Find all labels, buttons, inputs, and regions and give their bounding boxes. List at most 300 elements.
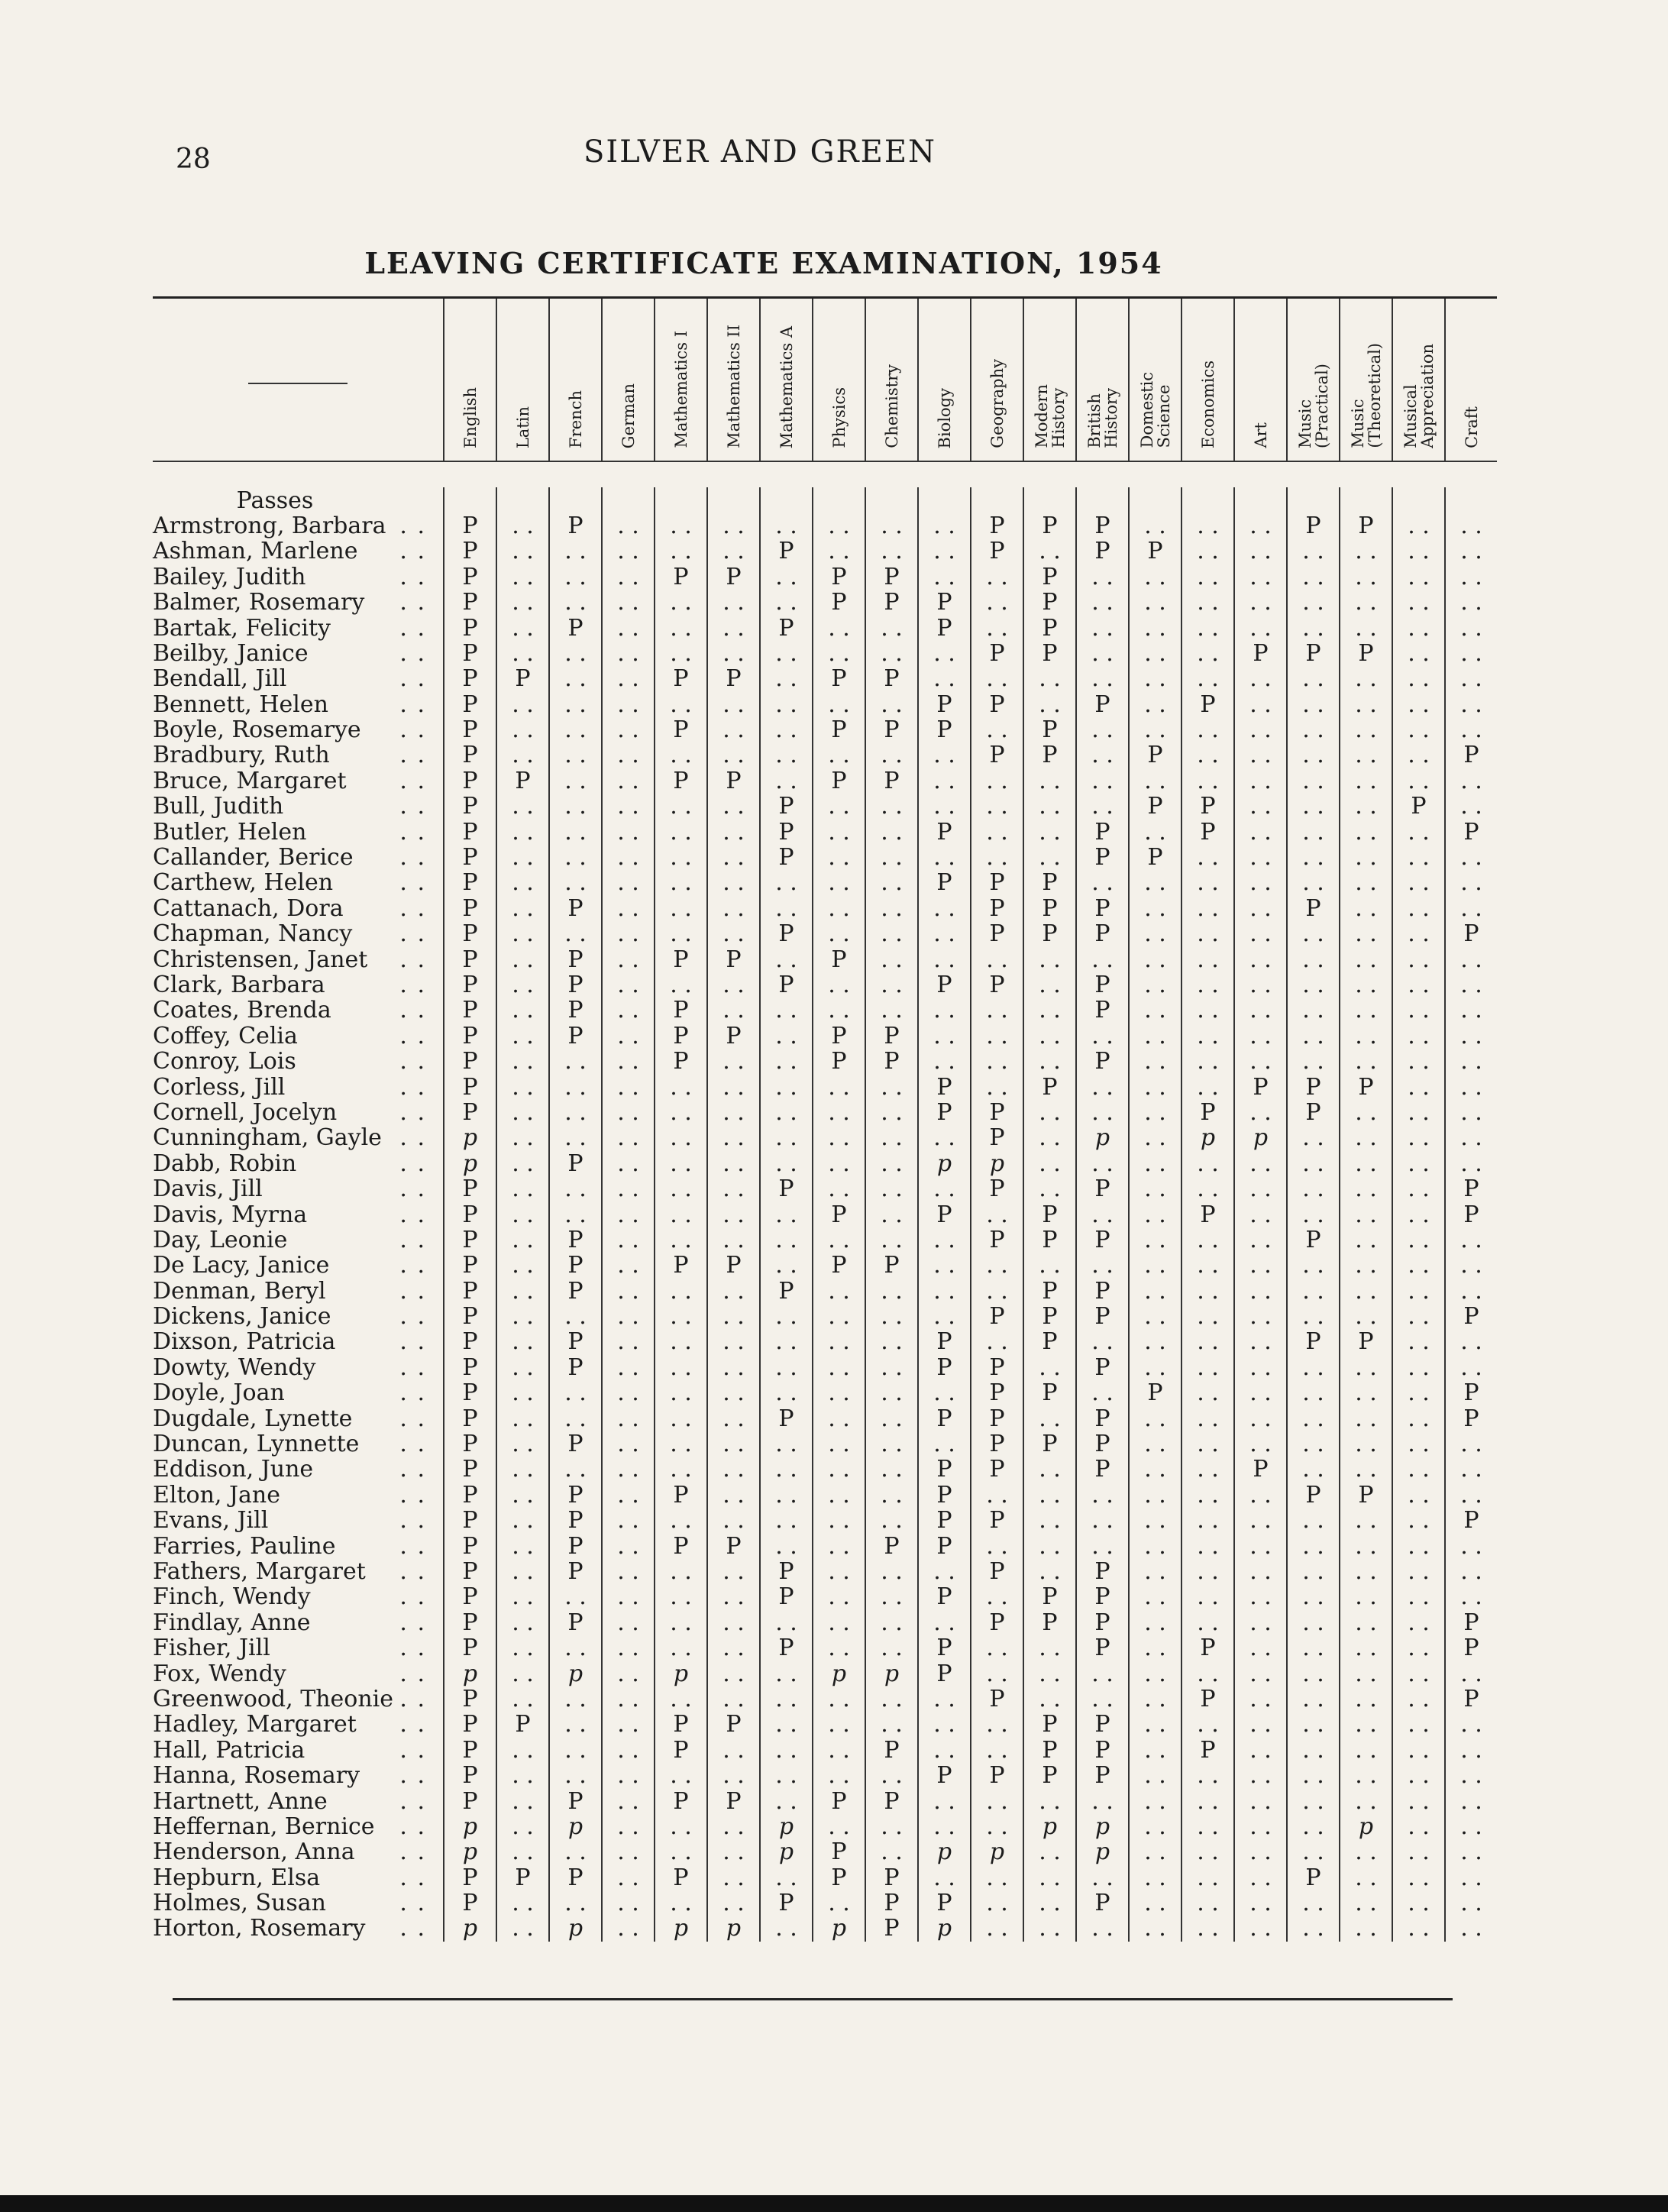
no-pass-dots: . . xyxy=(496,1329,549,1354)
no-pass-dots: . . xyxy=(602,1610,655,1635)
pass-mark: P xyxy=(760,794,813,819)
no-pass-dots: . . xyxy=(971,1712,1023,1737)
pass-mark: P xyxy=(444,946,496,972)
student-row xyxy=(153,1890,1497,1916)
no-pass-dots: . . xyxy=(1129,896,1182,921)
empty-cell xyxy=(496,487,549,513)
pass-mark: P xyxy=(1023,1738,1076,1763)
pass-mark: P xyxy=(1076,1738,1129,1763)
no-pass-dots: . . xyxy=(865,1125,918,1150)
student-row xyxy=(153,819,1497,844)
no-pass-dots: . . xyxy=(1287,1661,1340,1686)
no-pass-dots: . . xyxy=(1445,1661,1497,1686)
student-name: Davis, Jill xyxy=(153,1176,263,1203)
no-pass-dots: . . xyxy=(1234,1329,1287,1354)
no-pass-dots: . . xyxy=(1392,666,1445,691)
no-pass-dots: . . xyxy=(1287,794,1340,819)
student-name: Holmes, Susan xyxy=(153,1890,326,1917)
results-body xyxy=(153,461,1497,1942)
student-row xyxy=(153,1788,1497,1813)
no-pass-dots: . . xyxy=(496,896,549,921)
student-name: Hartnett, Anne xyxy=(153,1787,328,1815)
pass-mark: P xyxy=(971,513,1023,538)
pass-mark: P xyxy=(707,946,760,972)
student-name: Doyle, Joan xyxy=(153,1379,285,1407)
pass-mark: P xyxy=(813,1839,865,1864)
no-pass-dots: . . xyxy=(602,768,655,794)
pass-mark-italic: p xyxy=(549,1661,602,1686)
pass-mark: P xyxy=(1340,1483,1392,1508)
pass-mark: P xyxy=(1445,819,1497,844)
no-pass-dots: . . xyxy=(1076,1508,1129,1533)
no-pass-dots: . . xyxy=(760,1380,813,1405)
no-pass-dots: . . xyxy=(1182,1559,1234,1584)
no-pass-dots: . . xyxy=(707,1227,760,1253)
leader-dots: . . xyxy=(399,1864,426,1891)
no-pass-dots: . . xyxy=(1445,1355,1497,1380)
no-pass-dots: . . xyxy=(865,1355,918,1380)
subject-label: Latin xyxy=(513,406,532,448)
pass-mark: P xyxy=(1023,921,1076,946)
no-pass-dots: . . xyxy=(918,538,971,564)
no-pass-dots: . . xyxy=(865,794,918,819)
student-name-cell xyxy=(153,1814,444,1839)
no-pass-dots: . . xyxy=(602,1125,655,1150)
no-pass-dots: . . xyxy=(496,1890,549,1916)
student-name-cell xyxy=(153,564,444,590)
no-pass-dots: . . xyxy=(707,921,760,946)
pass-mark: P xyxy=(1182,1738,1234,1763)
no-pass-dots: . . xyxy=(1287,921,1340,946)
leader-dots: . . xyxy=(399,1813,426,1840)
no-pass-dots: . . xyxy=(1076,1329,1129,1354)
pass-mark: P xyxy=(1287,1483,1340,1508)
no-pass-dots: . . xyxy=(760,1738,813,1763)
pass-mark: P xyxy=(549,1024,602,1049)
no-pass-dots: . . xyxy=(918,1559,971,1584)
leader-dots: . . xyxy=(399,1456,426,1483)
no-pass-dots: . . xyxy=(1392,1176,1445,1201)
pass-mark: P xyxy=(1129,742,1182,768)
no-pass-dots: . . xyxy=(1234,564,1287,590)
no-pass-dots: . . xyxy=(1182,1457,1234,1482)
student-name-cell xyxy=(153,513,444,538)
no-pass-dots: . . xyxy=(1234,1100,1287,1125)
no-pass-dots: . . xyxy=(1182,1329,1234,1354)
pass-mark: P xyxy=(1076,538,1129,564)
no-pass-dots: . . xyxy=(496,1100,549,1125)
pass-mark: P xyxy=(444,1355,496,1380)
no-pass-dots: . . xyxy=(1129,1738,1182,1763)
no-pass-dots: . . xyxy=(1182,1508,1234,1533)
no-pass-dots: . . xyxy=(496,1610,549,1635)
subject-header xyxy=(1129,298,1182,462)
no-pass-dots: . . xyxy=(549,1712,602,1737)
pass-mark: P xyxy=(1023,513,1076,538)
pass-mark: P xyxy=(813,946,865,972)
no-pass-dots: . . xyxy=(1234,717,1287,742)
leader-dots: . . xyxy=(399,1557,426,1585)
no-pass-dots: . . xyxy=(655,1125,707,1150)
no-pass-dots: . . xyxy=(496,1201,549,1227)
pass-mark: P xyxy=(971,921,1023,946)
empty-cell xyxy=(760,487,813,513)
pass-mark: P xyxy=(918,1201,971,1227)
no-pass-dots: . . xyxy=(549,1457,602,1482)
pass-mark: P xyxy=(971,896,1023,921)
no-pass-dots: . . xyxy=(1129,1329,1182,1354)
pass-mark: P xyxy=(444,1405,496,1431)
no-pass-dots: . . xyxy=(1340,896,1392,921)
no-pass-dots: . . xyxy=(1287,564,1340,590)
pass-mark: P xyxy=(971,742,1023,768)
no-pass-dots: . . xyxy=(1234,1661,1287,1686)
no-pass-dots: . . xyxy=(918,666,971,691)
student-row xyxy=(153,896,1497,921)
student-name: Beilby, Janice xyxy=(153,639,309,667)
no-pass-dots: . . xyxy=(549,1405,602,1431)
no-pass-dots: . . xyxy=(1340,1279,1392,1304)
no-pass-dots: . . xyxy=(1234,998,1287,1023)
student-name: Coates, Brenda xyxy=(153,997,331,1024)
no-pass-dots: . . xyxy=(760,1686,813,1712)
no-pass-dots: . . xyxy=(1392,870,1445,895)
no-pass-dots: . . xyxy=(1023,998,1076,1023)
no-pass-dots: . . xyxy=(602,896,655,921)
no-pass-dots: . . xyxy=(1392,1279,1445,1304)
no-pass-dots: . . xyxy=(865,845,918,870)
no-pass-dots: . . xyxy=(1129,590,1182,615)
no-pass-dots: . . xyxy=(1076,564,1129,590)
pass-mark: P xyxy=(1076,1049,1129,1074)
pass-mark: P xyxy=(918,1074,971,1099)
no-pass-dots: . . xyxy=(1340,1738,1392,1763)
pass-mark: P xyxy=(549,1610,602,1635)
pass-mark: P xyxy=(865,717,918,742)
no-pass-dots: . . xyxy=(1234,794,1287,819)
no-pass-dots: . . xyxy=(1340,1253,1392,1278)
no-pass-dots: . . xyxy=(1392,590,1445,615)
pass-mark: P xyxy=(549,1253,602,1278)
pass-mark: P xyxy=(444,1100,496,1125)
no-pass-dots: . . xyxy=(971,1584,1023,1609)
pass-mark: P xyxy=(971,1227,1023,1253)
no-pass-dots: . . xyxy=(1445,896,1497,921)
pass-mark: P xyxy=(444,896,496,921)
pass-mark: P xyxy=(444,1686,496,1712)
no-pass-dots: . . xyxy=(1234,1610,1287,1635)
no-pass-dots: . . xyxy=(971,1738,1023,1763)
no-pass-dots: . . xyxy=(1340,666,1392,691)
leader-dots: . . xyxy=(399,1201,426,1228)
no-pass-dots: . . xyxy=(1445,972,1497,998)
no-pass-dots: . . xyxy=(1340,768,1392,794)
student-row xyxy=(153,1712,1497,1737)
no-pass-dots: . . xyxy=(865,513,918,538)
no-pass-dots: . . xyxy=(602,538,655,564)
no-pass-dots: . . xyxy=(865,1763,918,1788)
pass-mark: P xyxy=(707,564,760,590)
no-pass-dots: . . xyxy=(1340,1100,1392,1125)
no-pass-dots: . . xyxy=(918,1788,971,1813)
pass-mark: P xyxy=(865,590,918,615)
pass-mark: P xyxy=(865,1864,918,1890)
pass-mark: P xyxy=(1129,794,1182,819)
no-pass-dots: . . xyxy=(1234,1201,1287,1227)
subject-label: Chemistry xyxy=(882,364,901,448)
subject-header xyxy=(655,298,707,462)
no-pass-dots: . . xyxy=(1129,1227,1182,1253)
pass-mark: P xyxy=(1182,819,1234,844)
student-row xyxy=(153,1635,1497,1661)
no-pass-dots: . . xyxy=(549,692,602,717)
pass-mark: P xyxy=(971,1686,1023,1712)
no-pass-dots: . . xyxy=(1392,819,1445,844)
no-pass-dots: . . xyxy=(813,1508,865,1533)
no-pass-dots: . . xyxy=(602,1814,655,1839)
no-pass-dots: . . xyxy=(865,972,918,998)
no-pass-dots: . . xyxy=(1129,717,1182,742)
no-pass-dots: . . xyxy=(1445,1864,1497,1890)
no-pass-dots: . . xyxy=(1129,870,1182,895)
no-pass-dots: . . xyxy=(1023,1049,1076,1074)
no-pass-dots: . . xyxy=(549,794,602,819)
no-pass-dots: . . xyxy=(496,513,549,538)
no-pass-dots: . . xyxy=(1234,946,1287,972)
no-pass-dots: . . xyxy=(496,1304,549,1329)
pass-mark: P xyxy=(1182,1201,1234,1227)
no-pass-dots: . . xyxy=(1287,538,1340,564)
pass-mark: P xyxy=(918,1584,971,1609)
leader-dots: . . xyxy=(399,1532,426,1560)
no-pass-dots: . . xyxy=(602,590,655,615)
student-name-cell xyxy=(153,819,444,844)
pass-mark: P xyxy=(971,692,1023,717)
passes-label: Passes xyxy=(236,487,314,514)
no-pass-dots: . . xyxy=(865,1431,918,1457)
no-pass-dots: . . xyxy=(707,1049,760,1074)
student-row xyxy=(153,1380,1497,1405)
no-pass-dots: . . xyxy=(813,1584,865,1609)
no-pass-dots: . . xyxy=(813,1431,865,1457)
no-pass-dots: . . xyxy=(1392,1253,1445,1278)
no-pass-dots: . . xyxy=(1340,742,1392,768)
subject-header xyxy=(813,298,865,462)
no-pass-dots: . . xyxy=(1182,1279,1234,1304)
no-pass-dots: . . xyxy=(1287,1380,1340,1405)
student-name: Fathers, Margaret xyxy=(153,1557,366,1585)
student-name-cell xyxy=(153,538,444,564)
leader-dots: . . xyxy=(399,1711,426,1738)
no-pass-dots: . . xyxy=(549,1176,602,1201)
no-pass-dots: . . xyxy=(602,1329,655,1354)
leader-dots: . . xyxy=(399,665,426,693)
student-name-cell xyxy=(153,1610,444,1635)
subject-label: Music (Practical) xyxy=(1295,364,1331,448)
no-pass-dots: . . xyxy=(918,946,971,972)
student-row xyxy=(153,1457,1497,1482)
no-pass-dots: . . xyxy=(1392,845,1445,870)
no-pass-dots: . . xyxy=(760,641,813,666)
no-pass-dots: . . xyxy=(1234,1890,1287,1916)
no-pass-dots: . . xyxy=(1023,1788,1076,1813)
no-pass-dots: . . xyxy=(1023,972,1076,998)
pass-mark: P xyxy=(1445,1508,1497,1533)
empty-cell xyxy=(1340,487,1392,513)
empty-cell xyxy=(549,487,602,513)
no-pass-dots: . . xyxy=(549,921,602,946)
no-pass-dots: . . xyxy=(1392,538,1445,564)
no-pass-dots: . . xyxy=(1182,641,1234,666)
no-pass-dots: . . xyxy=(1445,1074,1497,1099)
no-pass-dots: . . xyxy=(1234,1559,1287,1584)
pass-mark: P xyxy=(760,921,813,946)
no-pass-dots: . . xyxy=(602,742,655,768)
pass-mark: P xyxy=(813,1024,865,1049)
no-pass-dots: . . xyxy=(760,742,813,768)
no-pass-dots: . . xyxy=(549,1049,602,1074)
no-pass-dots: . . xyxy=(760,1610,813,1635)
no-pass-dots: . . xyxy=(1392,1763,1445,1788)
pass-mark: P xyxy=(1023,1712,1076,1737)
pass-mark: P xyxy=(1023,1279,1076,1304)
no-pass-dots: . . xyxy=(602,1763,655,1788)
pass-mark: P xyxy=(1023,1380,1076,1405)
student-name-cell xyxy=(153,1559,444,1584)
no-pass-dots: . . xyxy=(760,666,813,691)
no-pass-dots: . . xyxy=(1287,1559,1340,1584)
document-title: LEAVING CERTIFICATE EXAMINATION, 1954 xyxy=(364,246,1163,280)
pass-mark: P xyxy=(813,590,865,615)
no-pass-dots: . . xyxy=(602,1457,655,1482)
no-pass-dots: . . xyxy=(1392,1355,1445,1380)
pass-mark: P xyxy=(655,1253,707,1278)
no-pass-dots: . . xyxy=(1129,1100,1182,1125)
no-pass-dots: . . xyxy=(655,1380,707,1405)
no-pass-dots: . . xyxy=(602,1788,655,1813)
student-name: De Lacy, Janice xyxy=(153,1252,330,1279)
no-pass-dots: . . xyxy=(496,1049,549,1074)
pass-mark: P xyxy=(1287,1100,1340,1125)
no-pass-dots: . . xyxy=(549,641,602,666)
student-row xyxy=(153,794,1497,819)
pass-mark: P xyxy=(655,666,707,691)
subject-header xyxy=(1287,298,1340,462)
pass-mark: P xyxy=(813,1049,865,1074)
no-pass-dots: . . xyxy=(1076,1253,1129,1278)
pass-mark: P xyxy=(918,1635,971,1661)
pass-mark: P xyxy=(444,615,496,640)
no-pass-dots: . . xyxy=(1392,692,1445,717)
pass-mark-italic: p xyxy=(655,1916,707,1941)
leader-dots: . . xyxy=(399,639,426,667)
pass-mark: P xyxy=(760,1176,813,1201)
pass-mark: P xyxy=(1340,513,1392,538)
no-pass-dots: . . xyxy=(971,1890,1023,1916)
no-pass-dots: . . xyxy=(1340,1916,1392,1941)
pass-mark: P xyxy=(707,1712,760,1737)
no-pass-dots: . . xyxy=(496,538,549,564)
no-pass-dots: . . xyxy=(865,641,918,666)
no-pass-dots: . . xyxy=(707,1176,760,1201)
no-pass-dots: . . xyxy=(1392,1304,1445,1329)
leader-dots: . . xyxy=(399,894,426,922)
no-pass-dots: . . xyxy=(655,1763,707,1788)
student-name: Dowty, Wendy xyxy=(153,1353,316,1381)
pass-mark-italic: p xyxy=(813,1661,865,1686)
no-pass-dots: . . xyxy=(1129,1074,1182,1099)
student-name: Corless, Jill xyxy=(153,1073,286,1101)
no-pass-dots: . . xyxy=(1023,1024,1076,1049)
pass-mark: P xyxy=(444,794,496,819)
no-pass-dots: . . xyxy=(1392,1431,1445,1457)
pass-mark: P xyxy=(971,870,1023,895)
subject-header xyxy=(496,298,549,462)
no-pass-dots: . . xyxy=(813,1763,865,1788)
no-pass-dots: . . xyxy=(813,972,865,998)
student-name: Clark, Barbara xyxy=(153,972,325,998)
no-pass-dots: . . xyxy=(602,1100,655,1125)
pass-mark-italic: p xyxy=(760,1814,813,1839)
no-pass-dots: . . xyxy=(1234,742,1287,768)
no-pass-dots: . . xyxy=(918,896,971,921)
pass-mark: P xyxy=(1076,1584,1129,1609)
no-pass-dots: . . xyxy=(707,1380,760,1405)
no-pass-dots: . . xyxy=(813,1329,865,1354)
no-pass-dots: . . xyxy=(1392,564,1445,590)
pass-mark: P xyxy=(1023,564,1076,590)
no-pass-dots: . . xyxy=(1445,1814,1497,1839)
empty-cell xyxy=(1129,487,1182,513)
no-pass-dots: . . xyxy=(496,1151,549,1176)
no-pass-dots: . . xyxy=(1340,1457,1392,1482)
pass-mark: P xyxy=(1076,692,1129,717)
no-pass-dots: . . xyxy=(971,1864,1023,1890)
no-pass-dots: . . xyxy=(971,1635,1023,1661)
pass-mark: P xyxy=(655,1533,707,1558)
pass-mark: P xyxy=(760,1279,813,1304)
no-pass-dots: . . xyxy=(1234,513,1287,538)
no-pass-dots: . . xyxy=(1182,946,1234,972)
no-pass-dots: . . xyxy=(971,1201,1023,1227)
no-pass-dots: . . xyxy=(813,1279,865,1304)
subject-label: German xyxy=(619,383,638,448)
no-pass-dots: . . xyxy=(1287,1125,1340,1150)
pass-mark: P xyxy=(1023,615,1076,640)
student-name: Cornell, Jocelyn xyxy=(153,1098,338,1126)
no-pass-dots: . . xyxy=(1392,1788,1445,1813)
no-pass-dots: . . xyxy=(1287,1533,1340,1558)
no-pass-dots: . . xyxy=(1287,972,1340,998)
empty-cell xyxy=(1076,487,1129,513)
subject-header xyxy=(707,298,760,462)
no-pass-dots: . . xyxy=(496,1584,549,1609)
no-pass-dots: . . xyxy=(865,692,918,717)
leader-dots: . . xyxy=(399,1048,426,1075)
no-pass-dots: . . xyxy=(1182,972,1234,998)
no-pass-dots: . . xyxy=(1234,692,1287,717)
pass-mark-italic: p xyxy=(813,1916,865,1941)
no-pass-dots: . . xyxy=(1287,1355,1340,1380)
pass-mark: P xyxy=(1076,1763,1129,1788)
pass-mark: P xyxy=(496,768,549,794)
no-pass-dots: . . xyxy=(549,1201,602,1227)
no-pass-dots: . . xyxy=(1023,1661,1076,1686)
pass-mark: P xyxy=(1445,1610,1497,1635)
no-pass-dots: . . xyxy=(1182,1610,1234,1635)
pass-mark-italic: p xyxy=(1340,1814,1392,1839)
empty-cell xyxy=(813,487,865,513)
